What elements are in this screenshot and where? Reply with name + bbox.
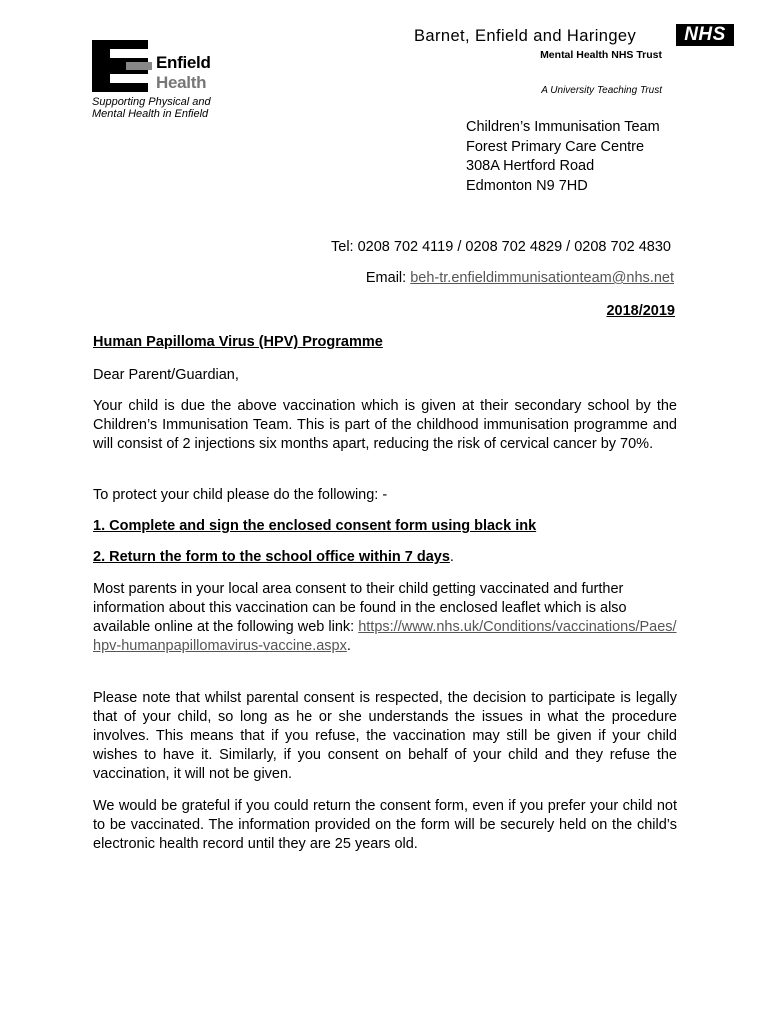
trust-name: Barnet, Enfield and Haringey (414, 27, 637, 45)
email-link[interactable]: beh-tr.enfieldimmunisationteam@nhs.net (410, 270, 674, 286)
nhs-hpv-link[interactable]: https://www.nhs.uk/Conditions/vaccinations/Paes/hpv-humanpapillomavirus-vaccine.aspx (93, 619, 677, 654)
enfield-health-logo-icon (92, 40, 152, 92)
link-suffix: . (346, 638, 351, 654)
paragraph-instructions: To protect your child please do the following: - (93, 487, 388, 503)
address-line: Edmonton N9 7HD (466, 177, 588, 194)
logo-word-enfield: Enfield (156, 53, 211, 72)
step-1: 1. Complete and sign the enclosed consent form using black ink (93, 518, 537, 534)
paragraph-information-text: Most parents in your local area consent to their child getting vaccinated and further information about this vaccination can be found in the enclosed leaflet which is also available online at the following web link: (93, 581, 627, 635)
email-line (260, 270, 674, 286)
nhs-logo: NHS (676, 24, 734, 46)
paragraph-information (93, 580, 677, 656)
sender-address (466, 118, 660, 196)
step-2-line (93, 548, 677, 567)
step-2-suffix: . (449, 549, 454, 565)
logo-word-health: Health (156, 73, 207, 92)
address-line: Forest Primary Care Centre (466, 138, 645, 155)
trust-university-tagline: A University Teaching Trust (541, 85, 662, 96)
telephone-numbers: Tel: 0208 702 4119 / 0208 702 4829 / 0208 702 4830 (331, 239, 671, 255)
greeting: Dear Parent/Guardian, (93, 367, 239, 383)
year-heading: 2018/2019 (606, 303, 675, 319)
address-line: 308A Hertford Road (466, 158, 595, 174)
paragraph-consent: Please note that whilst parental consent is respected, the decision to participate is legally that of your child, so long as he or she understands the issues in what the procedure involves. This means that if you refuse, the vaccination may still be given if your child wishes to have it. Similarly, if you consent on behalf of your child and they refuse the vaccination, it will not be given. (93, 690, 677, 782)
address-line: Children’s Immunisation Team (466, 119, 660, 135)
paragraph-return-form: We would be grateful if you could return the consent form, even if you prefer your child not to be vaccinated. The information provided on the form will be securely held on the child’s electronic health record until they are 25 years old. (93, 798, 677, 852)
step-2: 2. Return the form to the school office within 7 days (93, 549, 450, 565)
paragraph-intro: Your child is due the above vaccination which is given at their secondary school by the Children’s Immunisation Team. This is part of the childhood immunisation programme and will consist of 2 injections six months apart, reducing the risk of cervical cancer by 70%. (93, 398, 677, 452)
letter-title: Human Papilloma Virus (HPV) Programme (93, 334, 383, 350)
trust-subtitle: Mental Health NHS Trust (540, 49, 662, 61)
email-label: Email: (365, 270, 411, 286)
logo-tagline: Supporting Physical and Mental Health in Enfield (92, 96, 211, 120)
